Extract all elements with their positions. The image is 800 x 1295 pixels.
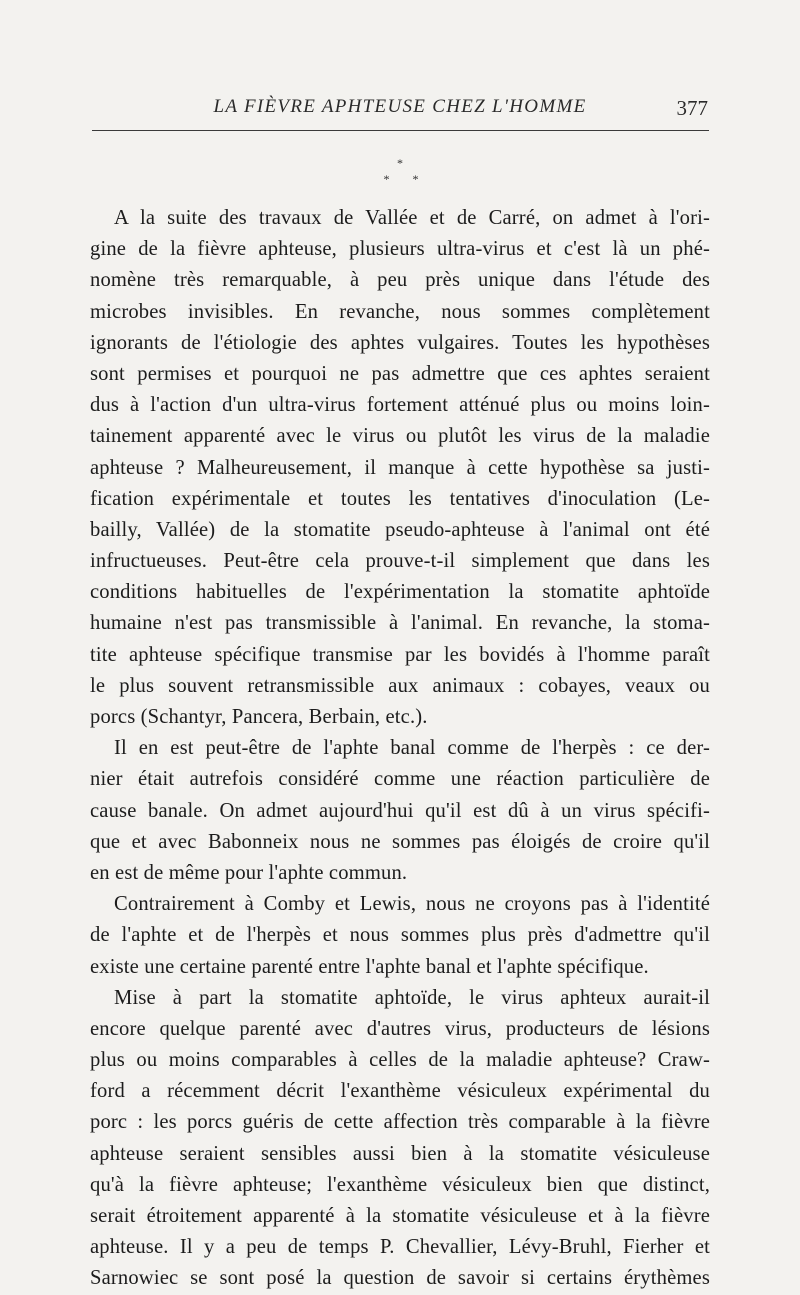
page-number: 377 [676,96,708,120]
running-title: LA FIÈVRE APHTEUSE CHEZ L'HOMME [213,96,587,117]
paragraph-1 [90,203,710,733]
text-line: microbes invisibles. En revanche, nous sommes complètement [90,300,710,323]
text-line: A la suite des travaux de Vallée et de Carré, on admet à l'ori- [114,207,710,229]
text-line: bailly, Vallée) de la stomatite pseudo-aphteuse à l'animal ont été [90,518,710,541]
text-line: gine de la fièvre aphteuse, plusieurs ultra-virus et c'est là un phé- [90,238,710,261]
text-line: Mise à part la stomatite aphtoïde, le virus aphteux aurait-il [114,986,710,1009]
text-line: encore quelque parenté avec d'autres virus, producteurs de lésions [90,1017,710,1040]
text-line: le plus souvent retransmissible aux animaux : cobayes, veaux ou [90,674,710,697]
text-line: dus à l'action d'un ultra-virus fortement atténué plus ou moins loin- [90,394,710,417]
text-line: ford a récemment décrit l'exanthème vésiculeux expérimental du [90,1080,710,1103]
text-line: fication expérimentale et toutes les tentatives d'inoculation (Le- [90,487,710,510]
text-line: de l'aphte et de l'herpès et nous sommes plus près d'admettre qu'il [90,924,710,947]
paragraph-4 [90,983,710,1295]
text-line: plus ou moins comparables à celles de la maladie aphteuse? Craw- [90,1049,710,1072]
text-line: en est de même pour l'aphte commun. [90,861,408,884]
text-line: sont permises et pourquoi ne pas admettre que ces aphtes seraient [90,362,710,385]
text-line: Sarnowiec se sont posé la question de savoir si certains érythèmes [90,1267,710,1290]
asterism-row-1: * [397,156,403,170]
text-line: aphteuse ? Malheureusement, il manque à cette hypothèse sa justi- [90,456,710,479]
text-line: infructueuses. Peut-être cela prouve-t-il simplement que dans les [90,550,710,573]
paragraph-3 [90,889,710,983]
asterism-separator [0,157,800,185]
text-line: ignorants de l'étiologie des aphtes vulgaires. Toutes les hypothèses [90,331,710,354]
running-head [90,96,710,124]
text-line: nier était autrefois considéré comme une réaction particulière de [90,768,710,791]
paragraph-2 [90,733,710,889]
text-line: Contrairement à Comby et Lewis, nous ne croyons pas à l'identité [114,893,710,916]
text-line: conditions habituelles de l'expérimentation la stomatite aphtoïde [90,581,710,604]
text-line: tainement apparenté avec le virus ou plutôt les virus de la maladie [90,425,710,448]
text-line: cause banale. On admet aujourd'hui qu'il est dû à un virus spécifi- [90,799,710,822]
text-line: tite aphteuse spécifique transmise par les bovidés à l'homme paraît [90,643,710,666]
asterism-row-2: * * [383,172,429,186]
text-line: porc : les porcs guéris de cette affection très comparable à la fièvre [90,1111,710,1134]
text-line: que et avec Babonneix nous ne sommes pas éloigés de croire qu'il [90,830,710,853]
text-line: qu'à la fièvre aphteuse; l'exanthème vésiculeux bien que distinct, [90,1173,710,1196]
text-line: aphteuse seraient sensibles aussi bien à la stomatite vésiculeuse [90,1142,710,1165]
body-text [90,203,710,1295]
text-line: existe une certaine parenté entre l'aphte banal et l'aphte spécifique. [90,955,649,978]
text-line: aphteuse. Il y a peu de temps P. Chevallier, Lévy-Bruhl, Fierher et [90,1236,710,1259]
text-line: humaine n'est pas transmissible à l'animal. En revanche, la stoma- [90,612,710,635]
text-line: nomène très remarquable, à peu près unique dans l'étude des [90,269,710,292]
header-rule [92,130,709,131]
text-line: serait étroitement apparenté à la stomatite vésiculeuse et à la fièvre [90,1205,710,1227]
text-line: porcs (Schantyr, Pancera, Berbain, etc.). [90,706,428,728]
text-line: Il en est peut-être de l'aphte banal comme de l'herpès : ce der- [114,737,710,760]
